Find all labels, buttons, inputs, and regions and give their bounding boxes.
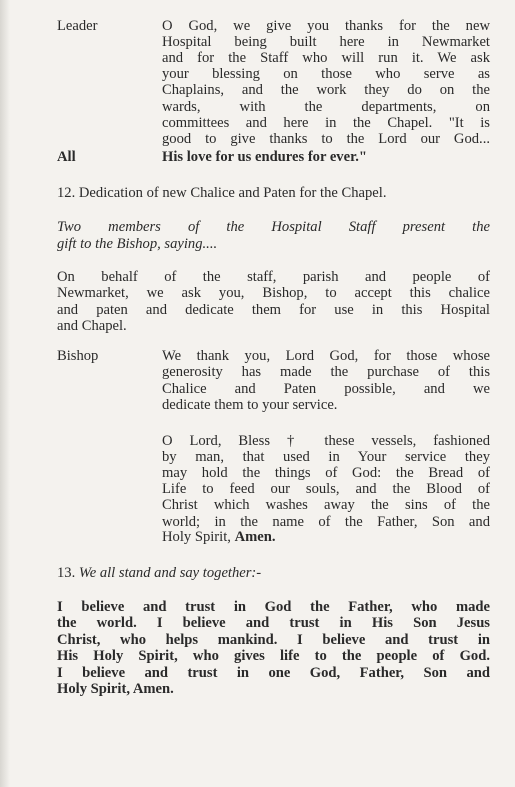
- creed-line: the world. I believe and trust in His Son Jesus: [57, 615, 490, 632]
- leader-lines-line: committees and here in the Chapel. "It is: [162, 114, 490, 131]
- leader-lines-line: and for the Staff who will run it. We ask: [162, 50, 490, 67]
- bishop-blessing-last-text: Holy Spirit,: [162, 529, 235, 545]
- bishop2-line: Christ which washes away the sins of the: [162, 497, 490, 514]
- bishop-amen: Amen.: [234, 529, 276, 545]
- rubric12-line: Two members of the Hospital Staff present the: [57, 219, 490, 235]
- bishop1-line: We thank you, Lord God, for those whose: [162, 348, 490, 364]
- leader-lines-line: Hospital being built here in Newmarket: [162, 34, 490, 51]
- leader-lines-line: Chaplains, and the work they do on the: [162, 82, 490, 99]
- section-12-heading: 12. Dedication of new Chalice and Paten for the Chapel.: [57, 185, 387, 201]
- rubric12-line: gift to the Bishop, saying....: [57, 235, 218, 252]
- statement12-line: and Chapel.: [57, 317, 127, 334]
- section-13-rubric: We all stand and say together:-: [78, 565, 262, 581]
- bishop2-line: Life to feed our souls, and the Blood of: [162, 481, 490, 498]
- speaker-all: All: [57, 149, 76, 165]
- leader-lines-line: good to give thanks to the Lord our God...: [162, 130, 490, 147]
- page-edge-shadow: [0, 0, 10, 787]
- creed-line: Holy Spirit, Amen.: [57, 681, 174, 697]
- section-13-number: 13.: [57, 565, 79, 581]
- bishop2-line: world; in the name of the Father, Son and: [162, 513, 490, 530]
- bishop-blessing-last-line: [162, 530, 276, 545]
- creed-line: I believe and trust in one God, Father, Son and: [57, 664, 490, 681]
- bishop2-line: O Lord, Bless † these vessels, fashioned: [162, 433, 490, 449]
- creed-line: I believe and trust in God the Father, who made: [57, 599, 490, 615]
- all-response: His love for us endures for ever.": [162, 149, 367, 165]
- section-13-heading: [57, 566, 261, 581]
- speaker-leader: Leader: [57, 18, 98, 34]
- bishop2-line: may hold the things of God: the Bread of: [162, 465, 490, 482]
- bishop1-line: dedicate them to your service.: [162, 396, 338, 413]
- leader-lines-line: wards, with the departments, on: [162, 98, 490, 115]
- leader-lines-line: your blessing on those who serve as: [162, 66, 490, 83]
- bishop1-line: generosity has made the purchase of this: [162, 364, 490, 381]
- statement12-line: Newmarket, we ask you, Bishop, to accept this chalice: [57, 285, 490, 302]
- statement12-line: and paten and dedicate them for use in this Hospital: [57, 301, 490, 318]
- statement12-line: On behalf of the staff, parish and people of: [57, 269, 490, 285]
- leader-lines-line: O God, we give you thanks for the new: [162, 18, 490, 34]
- creed-line: Christ, who helps mankind. I believe and trust in: [57, 631, 490, 648]
- creed-line: His Holy Spirit, who gives life to the people of God.: [57, 648, 490, 665]
- speaker-bishop: Bishop: [57, 348, 99, 364]
- bishop2-line: by man, that used in Your service they: [162, 449, 490, 466]
- bishop1-line: Chalice and Paten possible, and we: [162, 380, 490, 397]
